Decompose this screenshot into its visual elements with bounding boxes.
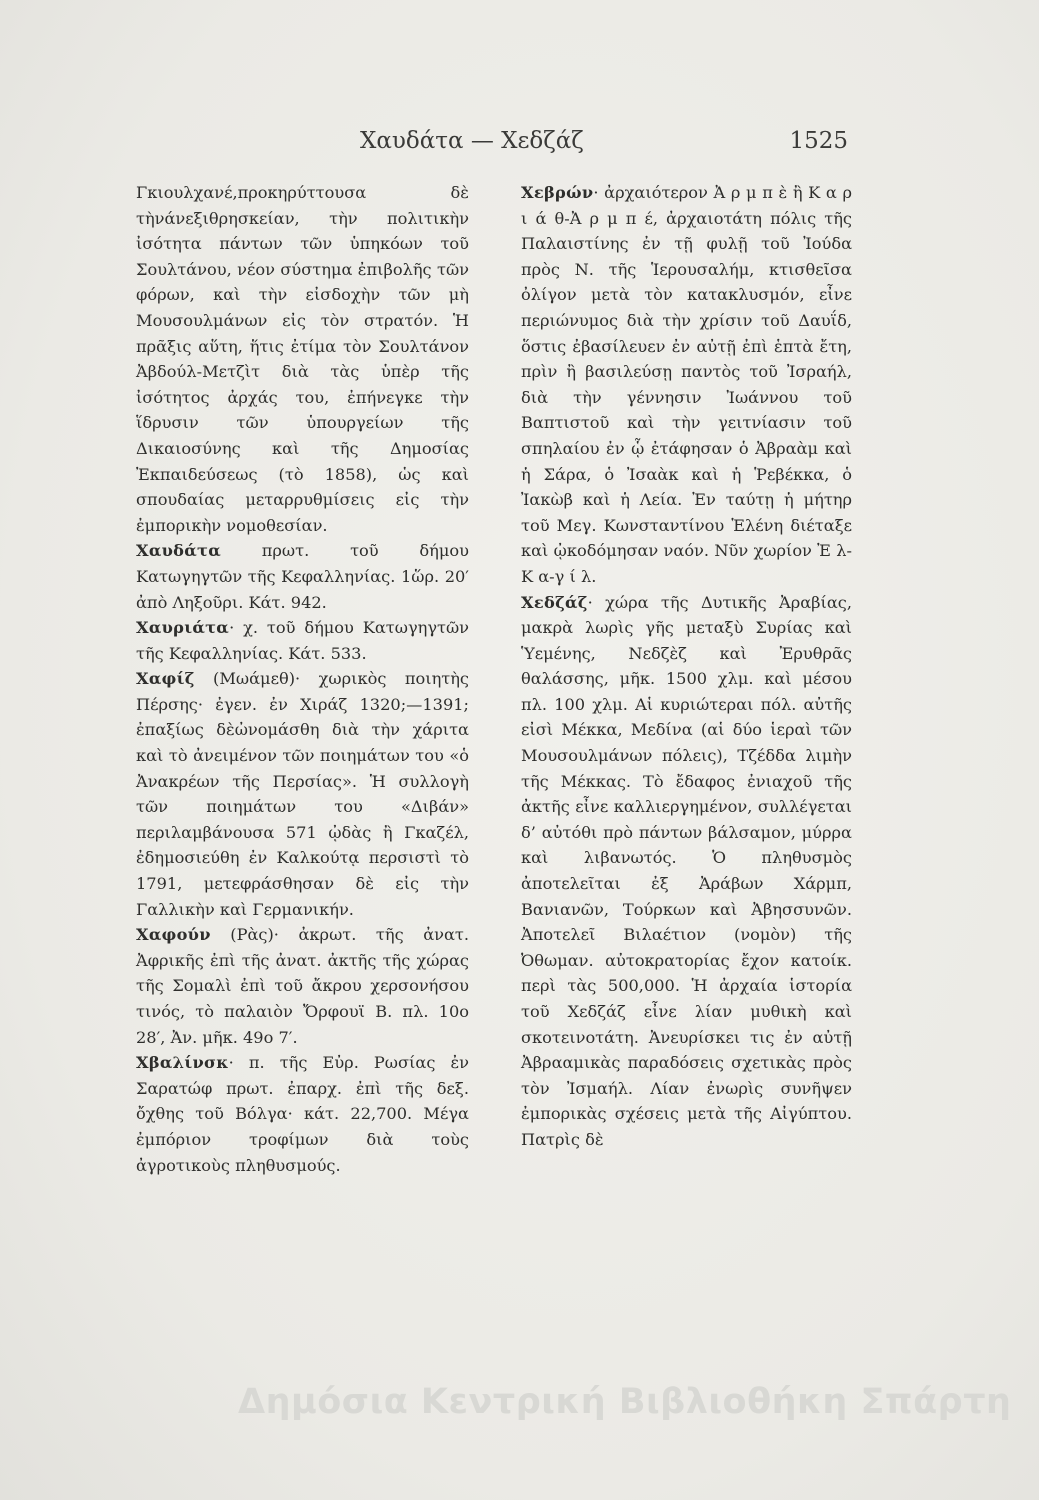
entry	[136, 538, 469, 615]
entry-text: · χώρα τῆς Δυτικῆς Ἀραβίας, μακρὰ λωρὶς γῆς μεταξὺ Συρίας καὶ Ὑεμένης, Νεδζὲζ καὶ Ἐρυθρᾶς θαλάσσης, μῆκ. 1500 χλμ. καὶ μέσου πλ. 100 χλμ. Αἱ κυριώτεραι πόλ. αὐτῆς εἰσὶ Μέκκα, Μεδίνα (αἱ δύο ἱεραὶ τῶν Μουσουλμάνων πόλεις), Τζέδδα λιμὴν τῆς Μέκκας. Τὸ ἔδαφος ἐνιαχοῦ τῆς ἀκτῆς εἶνε καλλιεργημένον, συλλέγεται δ’ αὐτόθι πρὸ πάντων βάλσαμον, μύρρα καὶ λιβανωτός. Ὁ πληθυσμὸς ἀποτελεῖται ἐξ Ἀράβων Χάρμπ, Βανιανῶν, Τούρκων καὶ Ἀβησσυνῶν. Ἀποτελεῖ Βιλαέτιον (νομὸν) τῆς Ὀθωμαν. αὐτοκρατορίας ἔχον κατοίκ. περὶ τὰς 500,000. Ἡ ἀρχαία ἱστορία τοῦ Χεδζάζ εἶνε λίαν μυθικὴ καὶ σκοτεινοτάτη. Ἀνευρίσκει τις ἐν αὐτῇ Ἀβρααμικὰς παραδόσεις σχετικὰς πρὸς τὸν Ἰσμαήλ. Λίαν ἐνωρὶς συνῆψεν ἐμπορικὰς σχέσεις μετὰ τῆς Αἰγύπτου. Πατρὶς δὲ	[521, 592, 852, 1149]
entry-lemma: Χεδζάζ	[521, 592, 588, 612]
entry	[136, 615, 469, 666]
entry-text: πρωτ. τοῦ δήμου Κατωγηγτῶν τῆς Κεφαλληνίας. 1ὥρ. 20′ ἀπὸ Ληξοῦρι. Κάτ. 942.	[136, 541, 469, 612]
entry-lemma: Χαυριάτα	[136, 618, 230, 638]
entry-text: (Ρὰς)· ἀκρωτ. τῆς ἀνατ. Ἀφρικῆς ἐπὶ τῆς ἀνατ. ἀκτῆς τῆς χώρας τῆς Σομαλὶ ἐπὶ τοῦ ἄκρου χερσονήσου τινός, τὸ παλαιὸν Ὄρφουϊ Β. πλ. 10ο 28′, Ἀν. μῆκ. 49ο 7′.	[136, 925, 469, 1047]
entry-lemma: Χαφούν	[136, 925, 211, 945]
library-watermark: Δημόσια Κεντρική Βιβλιοθήκη Σπάρτη	[238, 1382, 1012, 1422]
page-number: 1525	[789, 128, 848, 154]
page-header	[360, 128, 860, 168]
entry	[136, 922, 469, 1050]
left-column	[136, 180, 469, 1178]
entry	[136, 180, 469, 538]
entry	[136, 1050, 469, 1178]
entry-lemma: Χεβρών	[521, 183, 594, 202]
entry	[136, 666, 469, 922]
running-head: Χαυδάτα — Χεδζάζ	[360, 128, 584, 154]
entry-lemma: Χβαλίνσκ	[136, 1053, 229, 1073]
entry-text: Γκιουλχανέ,προκηρύττουσα δὲ τὴνάνεξιθρησκείαν, τὴν πολιτικὴν ἰσότητα πάντων τῶν ὑπηκόων τοῦ Σουλτάνου, νέον σύστημα ἐπιβολῆς τῶν φόρων, καὶ τὴν εἰσδοχὴν τῶν μὴ Μουσουλμάνων εἰς τὸν στρατόν. Ἡ πρᾶξις αὕτη, ἥτις ἐτίμα τὸν Σουλτάνον Ἀβδούλ-Μετζὶτ διὰ τὰς ὑπὲρ τῆς ἰσότητος ἀρχάς του, ἐπήνεγκε τὴν ἵδρυσιν τῶν ὑπουργείων τῆς Δικαιοσύνης καὶ τῆς Δημοσίας Ἐκπαιδεύσεως (τὸ 1858), ὡς καὶ σπουδαίας μεταρρυθμίσεις εἰς τὴν ἐμπορικὴν νομοθεσίαν.	[136, 183, 469, 535]
entry-lemma: Χαφίζ	[136, 669, 195, 689]
entry-text: · ἀρχαιότερον Ἀ ρ μ π ὲ ἢ Κ α ρ ι ά θ-Ἀ ρ μ π έ, ἀρχαιοτάτη πόλις τῆς Παλαιστίνης ἐν τῇ φυλῇ τοῦ Ἰούδα πρὸς Ν. τῆς Ἱερουσαλήμ, κτισθεῖσα ὀλίγον μετὰ τὸν κατακλυσμόν, εἶνε περιώνυμος διὰ τὴν χρίσιν τοῦ Δαυΐδ, ὅστις ἐβασίλευεν ἐν αὐτῇ ἐπὶ ἑπτὰ ἔτη, πρὶν ἢ βασιλεύσῃ παντὸς τοῦ Ἰσραήλ, διὰ τὴν γέννησιν Ἰωάννου τοῦ Βαπτιστοῦ καὶ τὴν γειτνίασιν τοῦ σπηλαίου ἐν ᾧ ἐτάφησαν ὁ Ἀβραὰμ καὶ ἡ Σάρα, ὁ Ἰσαὰκ καὶ ἡ Ῥεβέκκα, ὁ Ἰακὼβ καὶ ἡ Λεία. Ἐν ταύτῃ ἡ μήτηρ τοῦ Μεγ. Κωνσταντίνου Ἑλένη διέταξε καὶ ᾠκοδόμησαν ναόν. Νῦν χωρίον Ἐ λ-Κ α-γ ί λ.	[521, 183, 852, 586]
entry-lemma: Χαυδάτα	[136, 541, 221, 561]
right-column	[521, 180, 852, 1153]
entry-text: (Μωάμεθ)· χωρικὸς ποιητὴς Πέρσης· ἐγεν. ἐν Χιράζ 1320;—1391; ἐπαξίως δὲὠνομάσθη διὰ τὴν χάριτα καὶ τὸ ἀνειμένον τῶν ποιημάτων του «ὁ Ἀνακρέων τῆς Περσίας». Ἡ συλλογὴ τῶν ποιημάτων του «Διβάν» περιλαμβάνουσα 571 ᾠδὰς ἢ Γκαζέλ, ἐδημοσιεύθη ἐν Καλκούτᾳ περσιστὶ τὸ 1791, μετεφράσθησαν δὲ εἰς τὴν Γαλλικὴν καὶ Γερμανικήν.	[136, 669, 469, 919]
entry-text: · χ. τοῦ δήμου Κατωγηγτῶν τῆς Κεφαλληνίας. Κάτ. 533.	[136, 618, 469, 663]
entry-text: · π. τῆς Εὐρ. Ρωσίας ἐν Σαρατώφ πρωτ. ἐπαρχ. ἐπὶ τῆς δεξ. ὄχθης τοῦ Βόλγα· κάτ. 22,700. Μέγα ἐμπόριον τροφίμων διὰ τοὺς ἀγροτικοὺς πληθυσμούς.	[136, 1053, 469, 1175]
entry	[521, 180, 852, 590]
entry	[521, 590, 852, 1153]
